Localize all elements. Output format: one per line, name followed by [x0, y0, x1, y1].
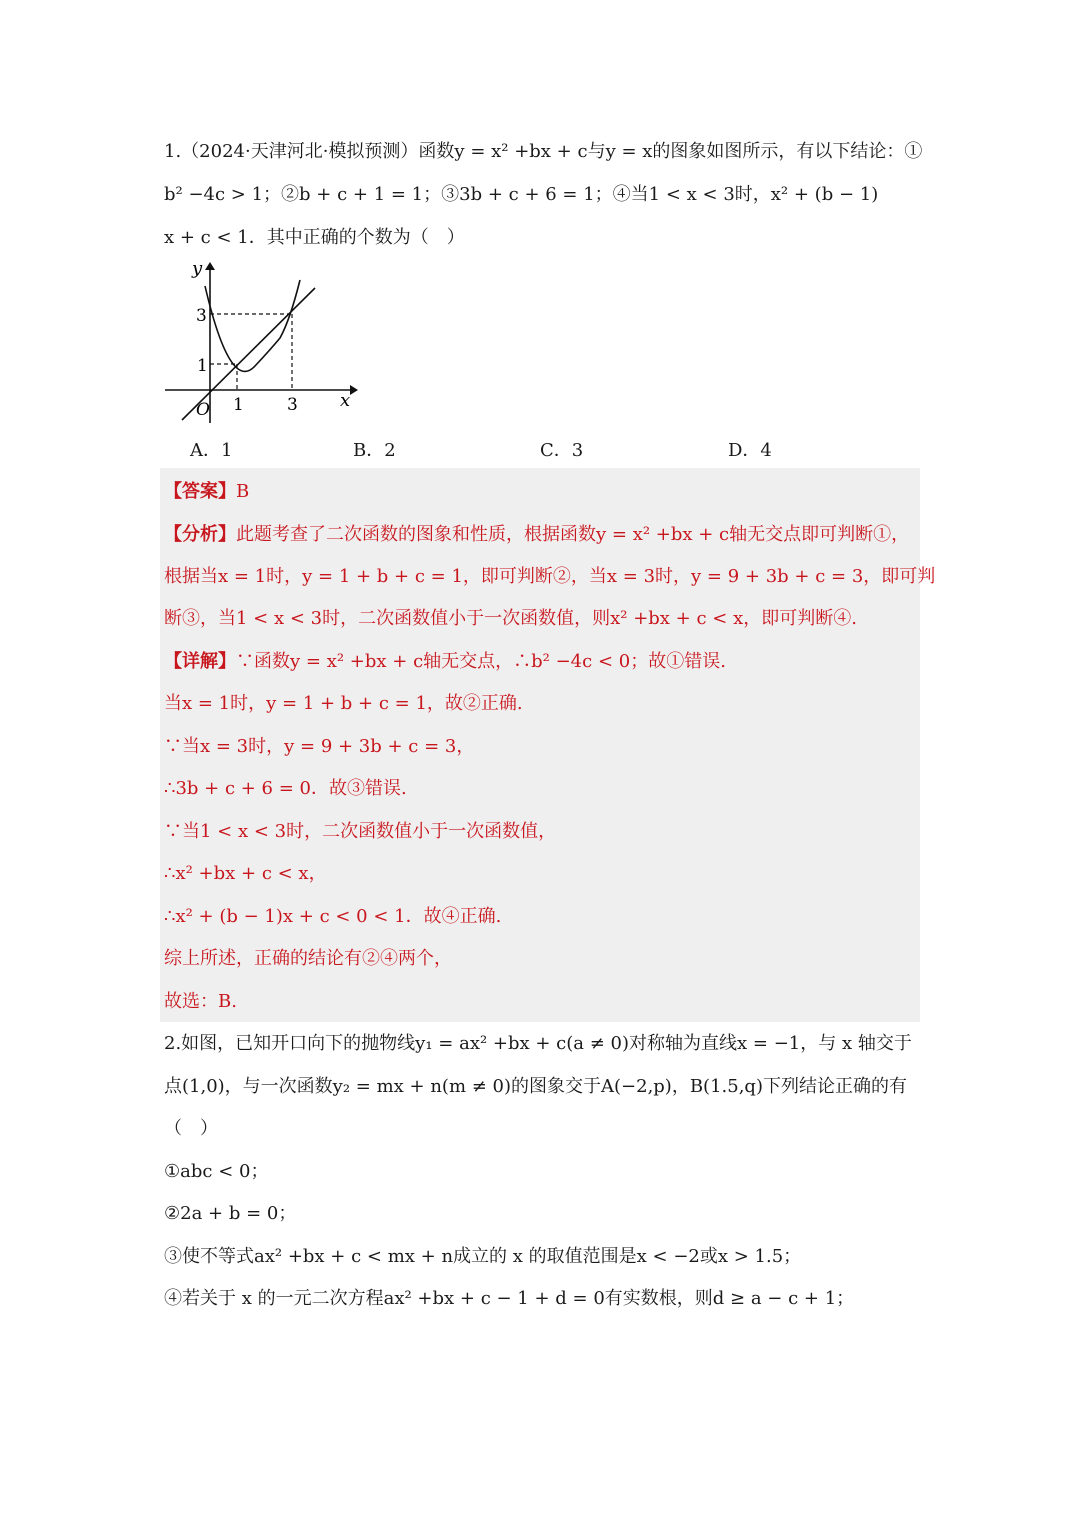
- parabola-curve: [205, 280, 300, 371]
- q2-item-2: ②2a + b = 0；: [164, 1203, 297, 1224]
- detail-line-4: ∴3b + c + 6 = 0．故③错误.: [164, 778, 407, 799]
- x-axis-arrow: [350, 385, 358, 395]
- q2-item-1: ①abc < 0；: [164, 1161, 269, 1182]
- q2-item-3: ③使不等式ax² +bx + c < mx + n成立的 x 的取值范围是x < −2或x > 1.5；: [164, 1246, 802, 1267]
- detail-line-2: 当x = 1时，y = 1 + b + c = 1，故②正确.: [164, 693, 523, 714]
- q1-stem-line-3: x + c < 1．其中正确的个数为（ ）: [164, 227, 465, 248]
- option-d: D．4: [728, 440, 772, 461]
- detail-text-1: ∵函数y = x² +bx + c轴无交点，∴b² −4c < 0；故①错误.: [236, 651, 726, 672]
- analysis-line-2: 根据当x = 1时，y = 1 + b + c = 1，即可判断②，当x = 3时，y = 9 + 3b + c = 3，即可判: [164, 566, 936, 587]
- q1-stem-line-2: b² −4c > 1；②b + c + 1 = 1；③3b + c + 6 = 1；④当1 < x < 3时，x² + (b − 1): [164, 184, 879, 205]
- detail-line-6: ∴x² +bx + c < x，: [164, 863, 327, 884]
- option-c: C．3: [540, 440, 584, 461]
- origin-label: O: [196, 400, 210, 420]
- x-axis-label: x: [340, 390, 351, 411]
- y-axis-label: y: [192, 258, 203, 279]
- summary-line: 综上所述，正确的结论有②④两个，: [164, 948, 452, 969]
- detail-tag: 【详解】: [164, 651, 236, 672]
- q1-function-graph: [160, 258, 360, 428]
- answer-value: B: [236, 481, 250, 502]
- analysis-text-1: 此题考查了二次函数的图象和性质，根据函数y = x² +bx + c轴无交点即可判断①，: [236, 524, 910, 545]
- tick-label-x1: 1: [233, 395, 244, 415]
- analysis-line-1: [164, 522, 909, 548]
- detail-line-7: ∴x² + (b − 1)x + c < 0 < 1．故④正确.: [164, 906, 502, 927]
- q2-item-4: ④若关于 x 的一元二次方程ax² +bx + c − 1 + d = 0有实数根，则d ≥ a − c + 1；: [164, 1288, 855, 1309]
- q2-stem-line-1: 2.如图，已知开口向下的抛物线y₁ = ax² +bx + c(a ≠ 0)对称轴为直线x = −1，与 x 轴交于: [164, 1033, 912, 1054]
- q2-stem-line-3: （ ）: [164, 1118, 218, 1139]
- tick-label-y1: 1: [197, 356, 208, 376]
- detail-line-5: ∵当1 < x < 3时，二次函数值小于一次函数值，: [164, 821, 557, 842]
- analysis-tag: 【分析】: [164, 524, 236, 545]
- answer-line: [164, 479, 249, 505]
- tick-label-y3: 3: [196, 306, 207, 326]
- tick-label-x3: 3: [287, 395, 298, 415]
- y-axis-arrow: [205, 262, 215, 270]
- answer-tag: 【答案】: [164, 481, 236, 502]
- detail-line-1: [164, 649, 726, 675]
- choose-line: 故选：B.: [164, 991, 237, 1012]
- option-b: B．2: [353, 440, 396, 461]
- detail-line-3: ∵当x = 3时，y = 9 + 3b + c = 3，: [164, 736, 475, 757]
- option-a: A．1: [190, 440, 233, 461]
- q1-stem-line-1: 1.（2024·天津河北·模拟预测）函数y = x² +bx + c与y = x的图象如图所示，有以下结论：①: [164, 141, 923, 162]
- q2-stem-line-2: 点(1,0)，与一次函数y₂ = mx + n(m ≠ 0)的图象交于A(−2,p)，B(1.5,q)下列结论正确的有: [164, 1076, 907, 1097]
- analysis-line-3: 断③，当1 < x < 3时，二次函数值小于一次函数值，则x² +bx + c < x，即可判断④.: [164, 608, 857, 629]
